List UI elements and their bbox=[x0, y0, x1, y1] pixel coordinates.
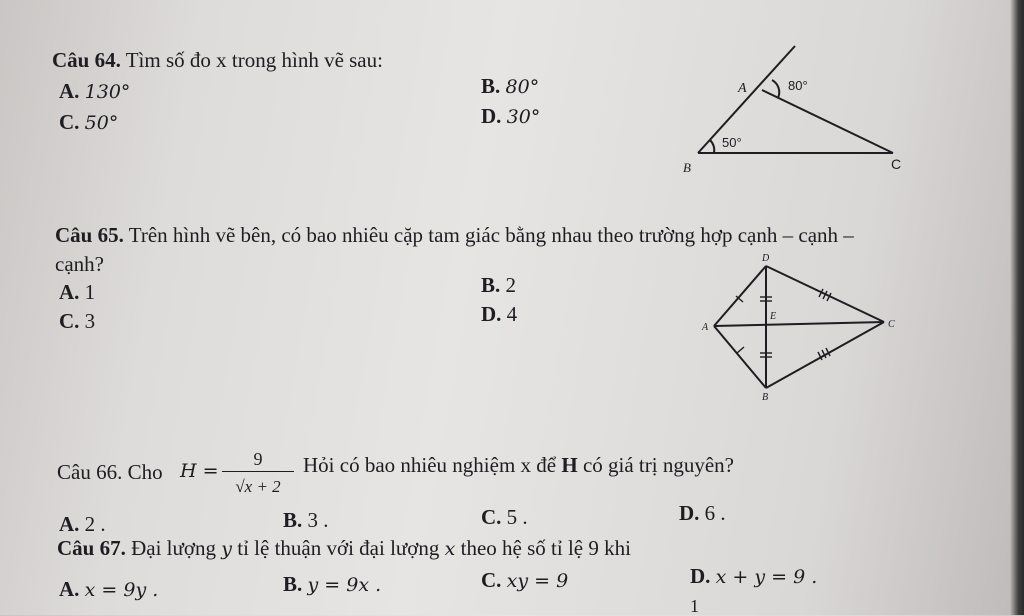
q66-variable: H = bbox=[180, 460, 219, 482]
q66-option-a[interactable] bbox=[59, 514, 106, 535]
option-letter: B. bbox=[481, 273, 501, 297]
q67-option-d[interactable] bbox=[690, 566, 817, 587]
tick-ab bbox=[737, 347, 744, 353]
q65-text-cont: cạnh? bbox=[55, 252, 104, 276]
option-value: xy = 9 bbox=[506, 570, 569, 592]
option-value: 50° bbox=[84, 112, 119, 134]
q67-var-x: x bbox=[444, 538, 456, 560]
vertex-c-label: C bbox=[891, 156, 902, 172]
option-value: 2 bbox=[505, 273, 517, 297]
q66-text bbox=[303, 455, 734, 476]
fraction-bar bbox=[222, 471, 294, 472]
option-letter: B. bbox=[481, 74, 501, 98]
option-value: x = 9y . bbox=[84, 579, 159, 601]
option-value: x + y = 9 . bbox=[715, 566, 818, 588]
option-letter: D. bbox=[690, 564, 711, 588]
option-value: 80° bbox=[505, 76, 540, 98]
option-value: 3 . bbox=[307, 508, 329, 532]
option-value: 6 . bbox=[704, 501, 726, 525]
option-letter: C. bbox=[481, 505, 502, 529]
q66-bold-h: H bbox=[561, 453, 578, 477]
option-letter: C. bbox=[481, 568, 502, 592]
q67-text-a: Đại lượng bbox=[131, 536, 217, 560]
vertex-d-label: D bbox=[762, 253, 770, 264]
segment-ab bbox=[714, 326, 766, 388]
page-fragment: 1 bbox=[690, 596, 699, 616]
q66-number: Câu 66. bbox=[57, 460, 123, 484]
option-letter: D. bbox=[481, 302, 502, 326]
q66-option-d[interactable] bbox=[679, 503, 726, 524]
q66-pre: Cho bbox=[127, 460, 163, 484]
vertex-a-label: A bbox=[738, 81, 747, 96]
segment-ac bbox=[714, 322, 884, 326]
option-value: 30° bbox=[506, 106, 541, 128]
q67-text-c: theo hệ số tỉ lệ 9 khi bbox=[460, 536, 631, 560]
vertex-c-label: C bbox=[888, 319, 895, 330]
q67-stem bbox=[57, 538, 631, 559]
q66-question: Hỏi có bao nhiêu nghiệm x để bbox=[303, 453, 557, 477]
angle-b-value: 50° bbox=[722, 135, 742, 150]
q67-option-b[interactable] bbox=[283, 574, 381, 595]
q67-number: Câu 67. bbox=[57, 536, 126, 560]
q64-number: Câu 64. bbox=[52, 48, 121, 72]
option-letter: C. bbox=[59, 309, 80, 333]
option-letter: B. bbox=[283, 572, 303, 596]
option-value: 3 bbox=[84, 309, 96, 333]
vertex-b-label: B bbox=[683, 160, 691, 175]
q64-text: Tìm số đo x trong hình vẽ sau: bbox=[125, 48, 383, 72]
fraction-numerator: 9 bbox=[253, 449, 263, 469]
option-letter: A. bbox=[59, 577, 80, 601]
q66-label bbox=[57, 462, 163, 483]
option-letter: A. bbox=[59, 280, 80, 304]
q65-number: Câu 65. bbox=[55, 223, 124, 247]
option-value: 1 bbox=[84, 280, 96, 304]
q67-option-c[interactable] bbox=[481, 570, 568, 591]
option-letter: B. bbox=[283, 508, 303, 532]
option-value: 5 . bbox=[506, 505, 528, 529]
q66-option-c[interactable] bbox=[481, 507, 528, 528]
vertex-e-label: E bbox=[770, 311, 777, 322]
option-letter: A. bbox=[59, 79, 80, 103]
q67-text-b: tỉ lệ thuận với đại lượng bbox=[237, 536, 440, 560]
option-value: 130° bbox=[84, 81, 131, 103]
q67-option-a[interactable] bbox=[59, 579, 158, 600]
q67-var-y: y bbox=[221, 538, 232, 560]
option-value: 4 bbox=[506, 302, 518, 326]
segment-da bbox=[714, 266, 766, 326]
q66-question-end: có giá trị nguyên? bbox=[582, 453, 734, 477]
option-letter: D. bbox=[481, 104, 502, 128]
q66-fraction bbox=[222, 447, 294, 499]
option-value: y = 9x . bbox=[307, 574, 382, 596]
option-letter: C. bbox=[59, 110, 80, 134]
vertex-a-label: A bbox=[702, 322, 709, 333]
q66-option-b[interactable] bbox=[283, 510, 329, 531]
angle-a-value: 80° bbox=[788, 78, 808, 93]
fraction-denominator: √x + 2 bbox=[235, 477, 281, 496]
vertex-b-label: B bbox=[762, 392, 769, 403]
option-letter: A. bbox=[59, 512, 80, 536]
q65-text: Trên hình vẽ bên, có bao nhiêu cặp tam giác bằng nhau theo trường hợp cạnh – cạnh – bbox=[128, 223, 854, 247]
option-letter: D. bbox=[679, 501, 700, 525]
option-value: 2 . bbox=[84, 512, 106, 536]
